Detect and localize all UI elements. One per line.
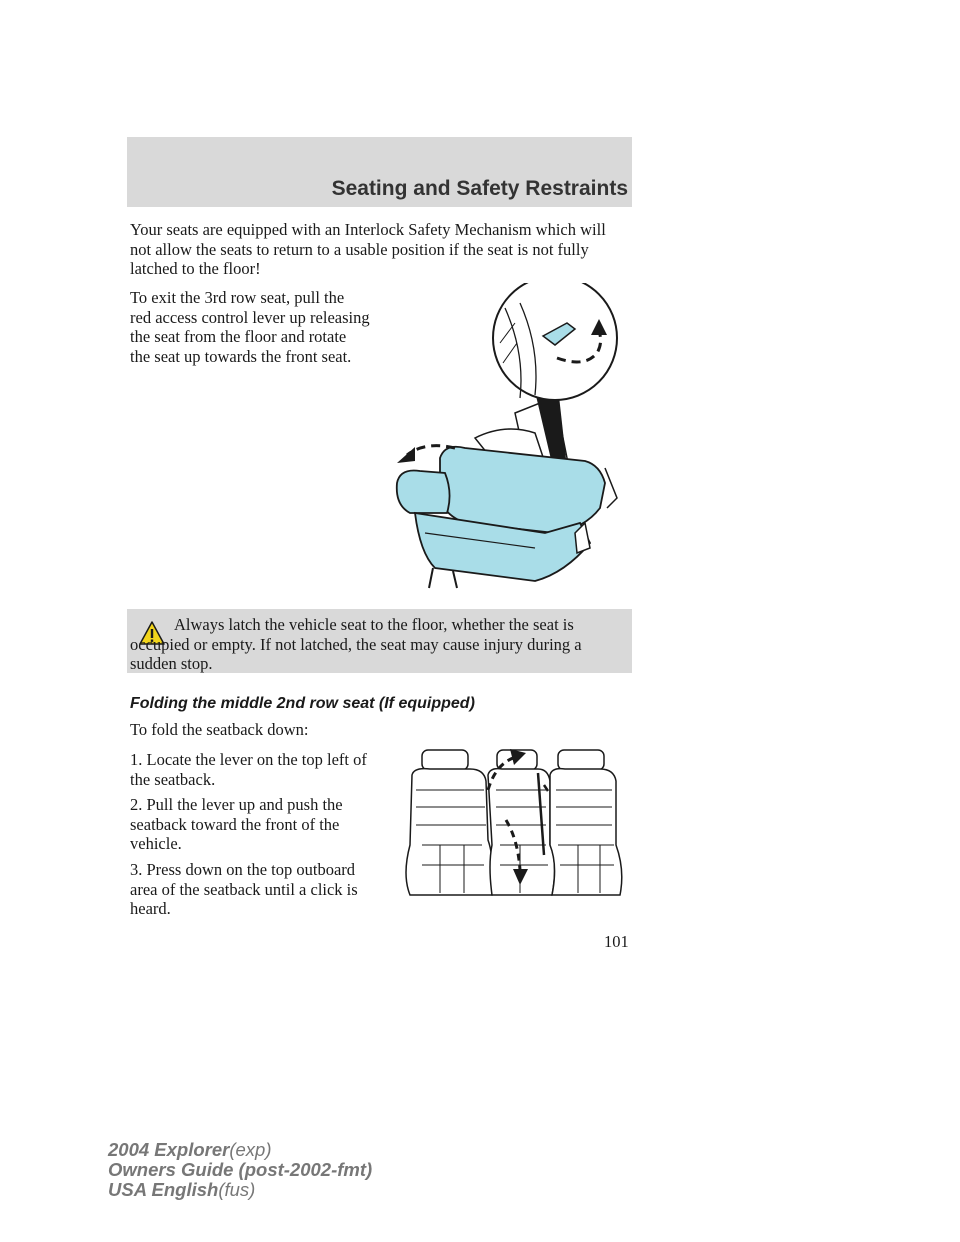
intro-line-3: latched to the floor! [130,259,261,278]
step-3-line-2: area of the seatback until a click is [130,879,358,899]
page-number: 101 [604,932,629,951]
step-2 [130,795,390,854]
step-2-line-1: 2. Pull the lever up and push the [130,795,343,814]
step-1-line-2: the seatback. [130,769,216,789]
fold-intro: To fold the seatback down: [130,720,309,739]
footer-line-3 [108,1180,372,1200]
step-3-line-3: heard. [130,899,171,918]
section-title: Seating and Safety Restraints [331,177,628,200]
footer-model-code: (exp) [229,1139,272,1160]
exit-line-1: To exit the 3rd row seat, pull the [130,288,345,307]
footer-line-2 [108,1160,372,1180]
exit-instructions [130,288,390,366]
footer-language: USA English [108,1179,219,1200]
footer-guide: Owners Guide (post-2002-fmt) [108,1159,373,1180]
exit-line-3: the seat from the floor and rotate [130,327,347,346]
step-2-line-2: seatback toward the front of the [130,814,340,834]
section-heading: Folding the middle 2nd row seat (If equipped) [130,695,475,712]
footer-line-1 [108,1140,372,1160]
step-3 [130,860,390,919]
step-3-line-1: 3. Press down on the top outboard [130,860,356,879]
step-2-line-3: vehicle. [130,834,182,853]
second-row-seat-illustration [400,745,630,905]
intro-paragraph [130,220,630,279]
step-1-line-1: 1. Locate the lever on the top left of [130,750,367,769]
intro-line-2: not allow the seats to return to a usable position if the seat is not fully [130,239,589,259]
header-band [127,137,632,207]
footer [108,1140,372,1200]
footer-language-code: (fus) [218,1179,256,1200]
warning-box [127,609,632,673]
footer-model: 2004 Explorer [108,1139,230,1160]
exit-line-4: the seat up towards the front seat. [130,346,352,366]
exit-line-2: red access control lever up releasing [130,307,370,327]
intro-line-1: Your seats are equipped with an Interlock Safety Mechanism which will [130,220,606,239]
step-1 [130,750,390,789]
warning-text: Always latch the vehicle seat to the floor, whether the seat is occupied or empty. If not latched, the seat may cause injury during a sudden stop. [130,615,582,673]
third-row-seat-illustration [385,283,630,593]
